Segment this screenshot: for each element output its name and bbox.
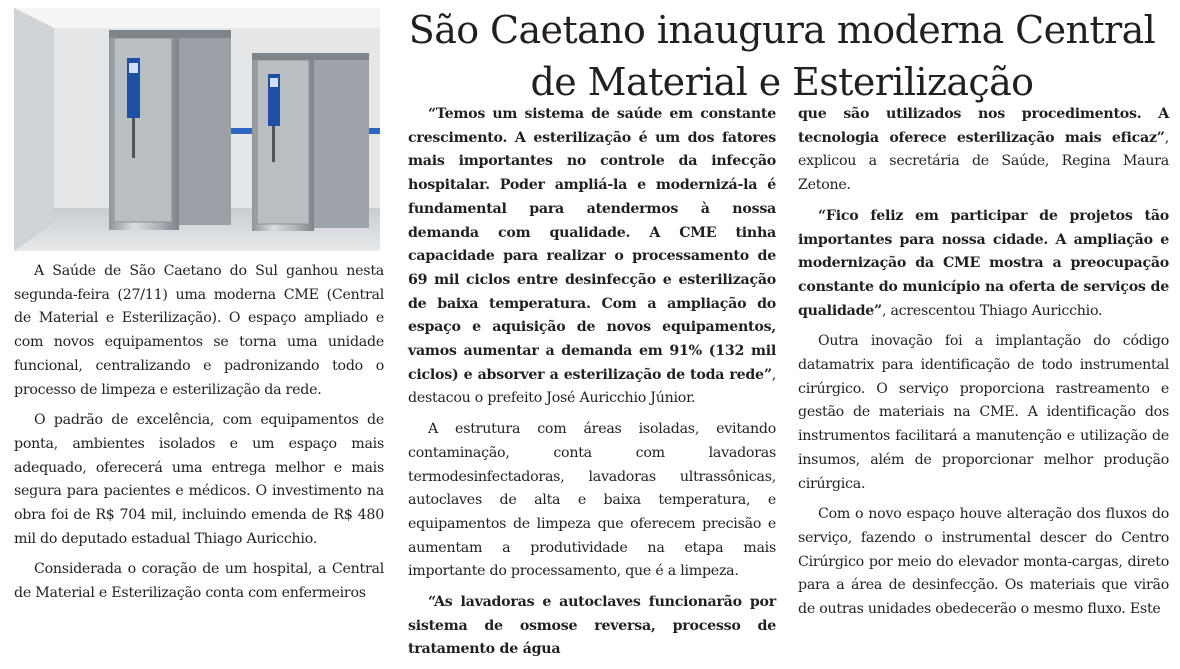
quote-text: que são utilizados nos procedimentos. A tecnologia oferece esterilização mais eficaz” xyxy=(798,106,1169,146)
paragraph: Considerada o coração de um hospital, a Central de Material e Esterilização conta com enfermeiros xyxy=(14,561,384,602)
quote-attribution: , explicou a secretária de Saúde, Regina Maura Zetone. xyxy=(798,129,1169,194)
quote-attribution: , acrescentou Thiago Auricchio. xyxy=(881,302,1103,319)
paragraph: A Saúde de São Caetano do Sul ganhou nesta segunda-feira (27/11) uma moderna CME (Central de Material e Esterilização). O espaço ampliado e com novos equipamentos se torna uma unidade funcional, centralizando e padronizando todo o processo de limpeza e esterilização da rede. xyxy=(14,263,384,398)
quote-text: “Temos um sistema de saúde em constante crescimento. A esterilização é um dos fatores mais importantes no controle da infecção hospitalar. Poder ampliá-la e modernizá-la é fundamental para atendermos à nossa demanda com qualidade. A CME tinha capacidade para realizar o processamento de 69 mil ciclos entre desinfecção e esterilização de baixa temperatura. Com a ampliação do espaço e aquisição de novos equipamentos, vamos aumentar a demanda em 91% (132 mil ciclos) e absorver a esterilização de toda rede” xyxy=(408,106,776,383)
sterilization-autoclaves-photo xyxy=(14,8,380,251)
column-2 xyxy=(408,103,776,669)
quote-text: “Fico feliz em participar de projetos tão importantes para nossa cidade. A ampliação e modernização da CME mostra a preocupação constante do município na oferta de serviços de qualidade” xyxy=(798,207,1169,319)
headline: São Caetano inaugura moderna Central de Material e Esterilização xyxy=(408,8,1156,104)
column-3 xyxy=(798,103,1169,629)
quote-paragraph xyxy=(408,103,776,411)
quote-paragraph xyxy=(798,103,1169,198)
quote-paragraph xyxy=(798,205,1169,324)
quote-paragraph xyxy=(408,591,776,662)
quote-attribution: , destacou o prefeito José Auricchio Júnior. xyxy=(408,366,776,407)
paragraph: Outra inovação foi a implantação do código datamatrix para identificação de todo instrumental cirúrgico. O serviço proporciona rastreamento e gestão de materiais na CME. A identificação dos instrumentos facilitará a manutenção e utilização de insumos, além de proporcionar melhor produção cirúrgica. xyxy=(798,333,1169,492)
quote-text: “As lavadoras e autoclaves funcionarão por sistema de osmose reversa, processo de tratamento de água xyxy=(408,594,776,658)
paragraph: Com o novo espaço houve alteração dos fluxos do serviço, fazendo o instrumental descer do Centro Cirúrgico por meio do elevador monta-cargas, direto para a área de desinfecção. Os materiais que virão de outras unidades obedecerão o mesmo fluxo. Este xyxy=(798,506,1169,618)
paragraph: A estrutura com áreas isoladas, evitando contaminação, conta com lavadoras termodesinfectadoras, lavadoras ultrassônicas, autoclaves de alta e baixa temperatura, e equipamentos de limpeza que oferecem precisão e aumentam a produtividade na etapa mais importante do processamento, que é a limpeza. xyxy=(408,421,776,580)
column-1 xyxy=(14,260,384,613)
paragraph: O padrão de excelência, com equipamentos de ponta, ambientes isolados e um espaço mais adequado, oferecerá uma entrega melhor e mais segura para pacientes e médicos. O investimento na obra foi de R$ 704 mil, incluindo emenda de R$ 480 mil do deputado estadual Thiago Auricchio. xyxy=(14,412,384,547)
